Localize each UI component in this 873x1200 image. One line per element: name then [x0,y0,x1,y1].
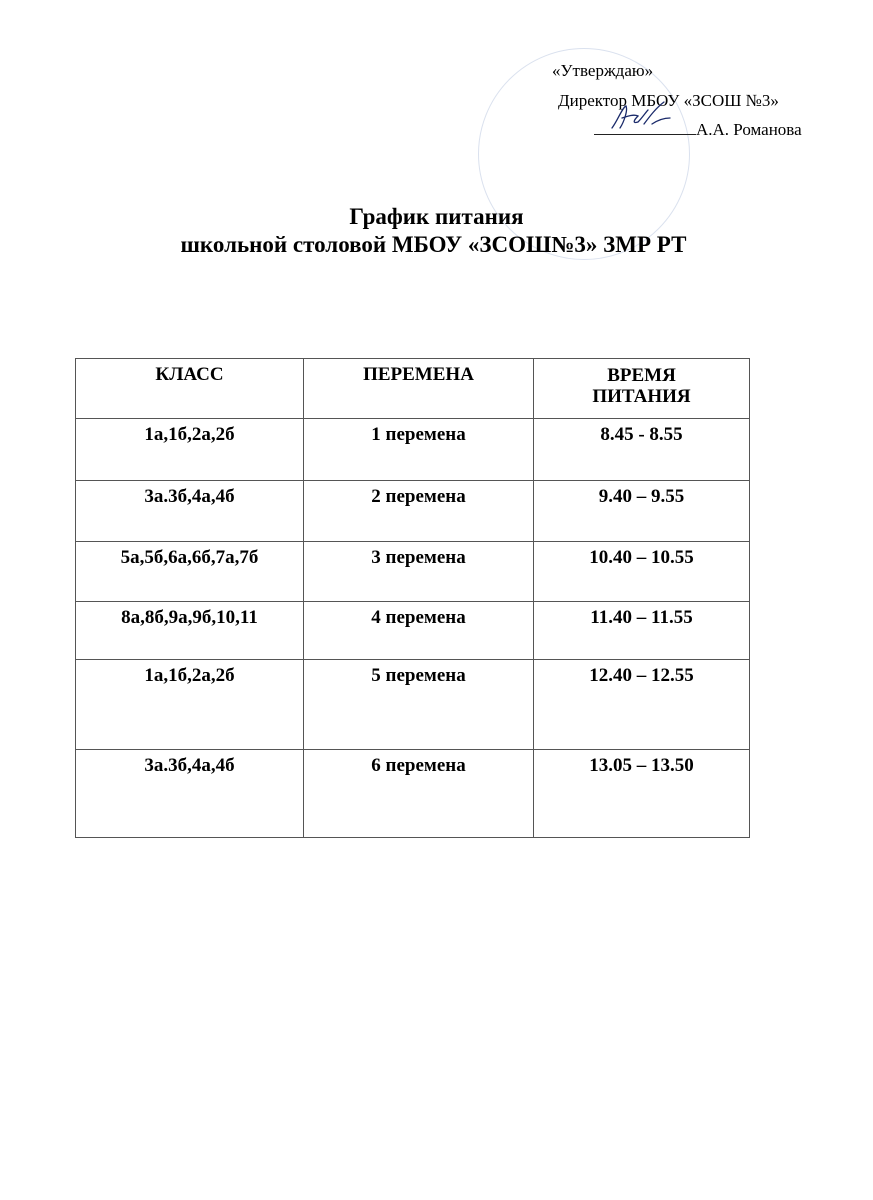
cell-break: 5 перемена [304,660,534,750]
cell-time: 11.40 – 11.55 [534,602,750,660]
signature-underline [594,120,696,135]
cell-time: 8.45 - 8.55 [534,419,750,481]
cell-class: 5а,5б,6а,6б,7а,7б [76,542,304,602]
cell-class: 1а,1б,2а,2б [76,419,304,481]
table-header-row [76,359,750,419]
header-meal-time-text: ВРЕМЯ ПИТАНИЯ [592,365,691,408]
cell-break: 2 перемена [304,481,534,542]
cell-class: 3а.3б,4а,4б [76,750,304,838]
table-row [76,481,750,542]
signatory-name: А.А. Романова [696,120,802,139]
table-row [76,660,750,750]
approval-block [540,58,840,143]
title-line-1: График питания [349,204,524,229]
header-meal-time [534,359,750,419]
cell-break: 6 перемена [304,750,534,838]
director-position: Директор МБОУ «ЗСОШ №3» [558,90,779,110]
header-break: ПЕРЕМЕНА [304,359,534,419]
header-class: КЛАСС [76,359,304,419]
table-row [76,750,750,838]
title-line-2: школьной столовой МБОУ «ЗСОШ№3» ЗМР РТ [180,231,687,257]
table-row [76,602,750,660]
cell-break: 4 перемена [304,602,534,660]
cell-time: 9.40 – 9.55 [534,481,750,542]
cell-class: 1а,1б,2а,2б [76,660,304,750]
cell-time: 12.40 – 12.55 [534,660,750,750]
approval-heading: «Утверждаю» [552,61,654,80]
handwritten-signature-icon [608,98,678,134]
cell-break: 3 перемена [304,542,534,602]
cell-time: 13.05 – 13.50 [534,750,750,838]
meal-schedule-table [75,358,750,838]
table-row [76,542,750,602]
signature-line [594,117,840,143]
table-row [76,419,750,481]
cell-class: 8а,8б,9а,9б,10,11 [76,602,304,660]
document-title [0,203,873,258]
cell-break: 1 перемена [304,419,534,481]
cell-time: 10.40 – 10.55 [534,542,750,602]
cell-class: 3а.3б,4а,4б [76,481,304,542]
